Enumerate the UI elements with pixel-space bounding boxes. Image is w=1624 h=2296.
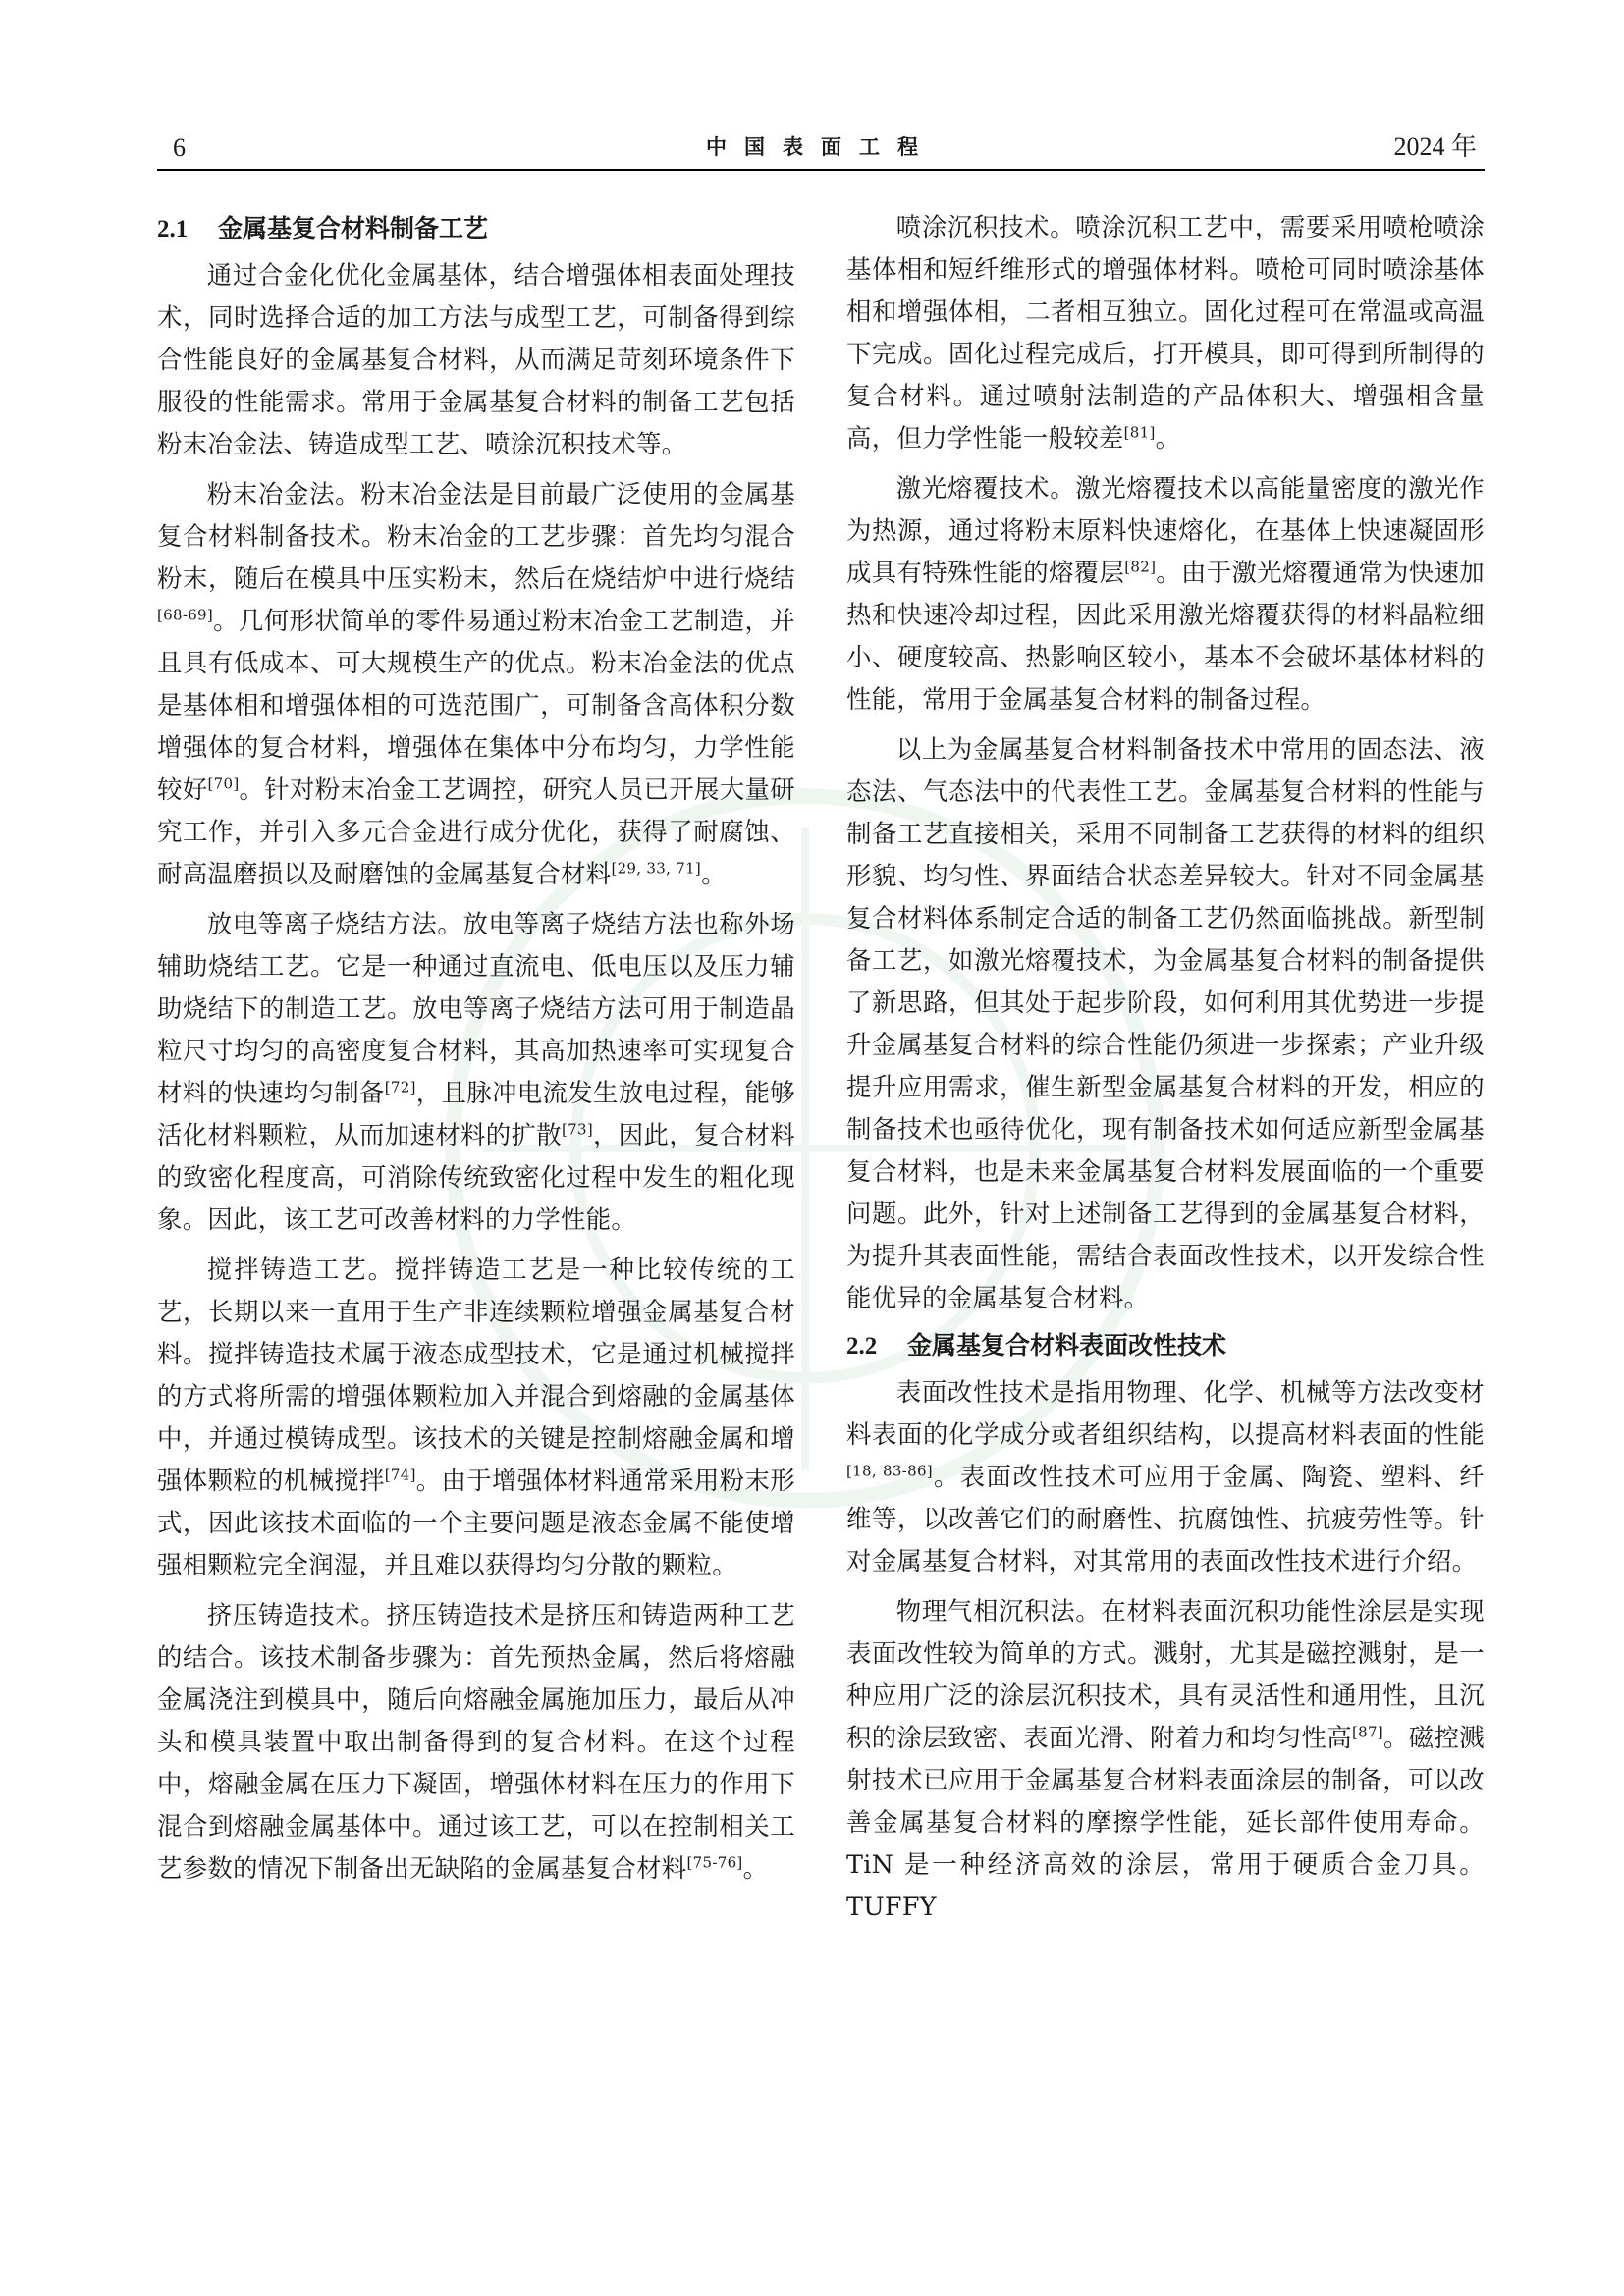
paragraph-text: 激光熔覆技术。激光熔覆技术以高能量密度的激光作为热源，通过将粉末原料快速熔化，在基体上快速凝固形成具有特殊性能的熔覆层 (846, 473, 1485, 587)
left-column (157, 206, 795, 1897)
paragraph-text: 。 (701, 859, 727, 888)
paragraph-spray-deposition (846, 206, 1485, 459)
citation: [82] (1124, 558, 1157, 576)
citation: [87] (1352, 1723, 1383, 1741)
citation: [81] (1123, 423, 1156, 442)
paragraph-text: 。 (742, 1853, 769, 1883)
paragraph-text: 以上为金属基复合材料制备技术中常用的固态法、液态法、气态法中的代表性工艺。金属基复合材料的性能与制备工艺直接相关，采用不同制备工艺获得的材料的组织形貌、均匀性、界面结合状态差异较大。针对不同金属基复合材料体系制定合适的制备工艺仍然面临挑战。新型制备工艺，如激光熔覆技术，为金属基复合材料的制备提供了新思路，但其处于起步阶段，如何利用其优势进一步提升金属基复合材料的综合性能仍须进一步探索；产业升级提升应用需求，催生新型金属基复合材料的开发，相应的制备技术也亟待优化，现有制备技术如何适应新型金属基复合材料，也是未来金属基复合材料发展面临的一个重要问题。此外，针对上述制备工艺得到的金属基复合材料，为提升其表面性能，需结合表面改性技术，以开发综合性能优异的金属基复合材料。 (846, 734, 1485, 1312)
right-column (846, 206, 1485, 1936)
running-header (157, 130, 1485, 171)
paragraph-text: 。由于激光熔覆通常为快速加热和快速冷却过程，因此采用激光熔覆获得的材料晶粒细小、硬度较高、热影响区较小，基本不会破坏基体材料的性能，常用于金属基复合材料的制备过程。 (846, 558, 1485, 714)
section-number: 2.1 (157, 216, 189, 242)
citation: [18, 83-86] (846, 1462, 933, 1480)
paragraph-text: 通过合金化优化金属基体，结合增强体相表面处理技术，同时选择合适的加工方法与成型工艺，可制备得到综合性能良好的金属基复合材料，从而满足苛刻环境条件下服役的性能需求。常用于金属基复合材料的制备工艺包括粉末冶金法、铸造成型工艺、喷涂沉积技术等。 (157, 260, 795, 458)
paragraph-text: 物理气相沉积法。在材料表面沉积功能性涂层是实现表面改性较为简单的方式。溅射，尤其是磁控溅射，是一种应用广泛的涂层沉积技术，具有灵活性和通用性，且沉积的涂层致密、表面光滑、附着力和均匀性高 (846, 1596, 1485, 1752)
paragraph-powder-metallurgy (157, 473, 795, 895)
citation: [74] (384, 1466, 416, 1484)
citation: [75-76] (686, 1853, 743, 1872)
paragraph-pvd (846, 1590, 1485, 1928)
section-heading-2-1 (157, 210, 795, 248)
section-title: 金属基复合材料制备工艺 (218, 214, 489, 242)
paragraph-text: 。几何形状简单的零件易通过粉末冶金工艺制造，并且具有低成本、可大规模生产的优点。粉末冶金法的优点是基体相和增强体相的可选范围广，可制备含高体积分数增强体的复合材料，增强体在集体中分布均匀，力学性能较好 (157, 606, 795, 804)
journal-title: 中国表面工程 (706, 135, 936, 159)
paragraph-squeeze-casting (157, 1594, 795, 1890)
paragraph-text: ，因此，复合材料的致密化程度高，可消除传统致密化过程中发生的粗化现象。因此，该工艺可改善材料的力学性能。 (157, 1120, 795, 1234)
section-title: 金属基复合材料表面改性技术 (907, 1331, 1227, 1360)
section-number: 2.2 (846, 1333, 878, 1360)
paragraph-text: 。针对粉末冶金工艺调控，研究人员已开展大量研究工作，并引入多元合金进行成分优化，获得了耐腐蚀、耐高温磨损以及耐磨蚀的金属基复合材料 (157, 774, 795, 888)
paragraph-text: 粉末冶金法。粉末冶金法是目前最广泛使用的金属基复合材料制备技术。粉末冶金的工艺步骤：首先均匀混合粉末，随后在模具中压实粉末，然后在烧结炉中进行烧结 (157, 479, 795, 593)
paragraph-laser-cladding (846, 467, 1485, 721)
page-number: 6 (173, 133, 186, 162)
paragraph-text: 。由于增强体材料通常采用粉末形式，因此该技术面临的一个主要问题是液态金属不能使增强相颗粒完全润湿，并且难以获得均匀分散的颗粒。 (157, 1466, 795, 1579)
citation: [68-69] (157, 606, 214, 624)
citation: [29, 33, 71] (611, 859, 702, 878)
paragraph-text: 搅拌铸造工艺。搅拌铸造工艺是一种比较传统的工艺，长期以来一直用于生产非连续颗粒增强金属基复合材料。搅拌铸造技术属于液态成型技术，它是通过机械搅拌的方式将所需的增强体颗粒加入并混合到熔融的金属基体中，并通过模铸成型。该技术的关键是控制熔融金属和增强体颗粒的机械搅拌 (157, 1255, 795, 1495)
paragraph-spark-plasma-sintering (157, 903, 795, 1241)
paragraph-text: 挤压铸造技术。挤压铸造技术是挤压和铸造两种工艺的结合。该技术制备步骤为：首先预热金属，然后将熔融金属浇注到模具中，随后向熔融金属施加压力，最后从冲头和模具装置中取出制备得到的复合材料。在这个过程中，熔融金属在压力下凝固，增强体材料在压力的作用下混合到熔融金属基体中。通过该工艺，可以在控制相关工艺参数的情况下制备出无缺陷的金属基复合材料 (157, 1600, 795, 1883)
issue-year: 2024 年 (1393, 133, 1477, 161)
paragraph-surface-modification (846, 1371, 1485, 1582)
paragraph-summary (846, 728, 1485, 1319)
paragraph-stir-casting (157, 1249, 795, 1586)
paragraph-text: ，且脉冲电流发生放电过程，能够活化材料颗粒，从而加速材料的扩散 (157, 1078, 795, 1149)
paragraph-text: 喷涂沉积技术。喷涂沉积工艺中，需要采用喷枪喷涂基体相和短纤维形式的增强体材料。喷枪可同时喷涂基体相和增强体相，二者相互独立。固化过程可在常温或高温下完成。固化过程完成后，打开模具，即可得到所制得的复合材料。通过喷射法制造的产品体积大、增强相含量高，但力学性能一般较差 (846, 212, 1485, 453)
paragraph-text: 放电等离子烧结方法。放电等离子烧结方法也称外场辅助烧结工艺。它是一种通过直流电、低电压以及压力辅助烧结下的制造工艺。放电等离子烧结方法可用于制造晶粒尺寸均匀的高密度复合材料，其高加热速率可实现复合材料的快速均匀制备 (157, 909, 795, 1107)
paragraph-text: 。 (1155, 423, 1181, 453)
section-heading-2-2 (846, 1327, 1485, 1365)
citation: [70] (207, 774, 240, 793)
paragraph (157, 254, 795, 465)
paragraph-text: 。磁控溅射技术已应用于金属基复合材料表面涂层的制备，可以改善金属基复合材料的摩擦学性能，延长部件使用寿命。TiN 是一种经济高效的涂层，常用于硬质合金刀具。TUFFY (846, 1723, 1485, 1921)
citation: [73] (562, 1120, 593, 1139)
citation: [72] (384, 1078, 416, 1096)
paragraph-text: 表面改性技术是指用物理、化学、机械等方法改变材料表面的化学成分或者组织结构，以提高材料表面的性能 (846, 1377, 1485, 1449)
paragraph-text: 。表面改性技术可应用于金属、陶瓷、塑料、纤维等，以改善它们的耐磨性、抗腐蚀性、抗疲劳性等。针对金属基复合材料，对其常用的表面改性技术进行介绍。 (846, 1462, 1485, 1575)
